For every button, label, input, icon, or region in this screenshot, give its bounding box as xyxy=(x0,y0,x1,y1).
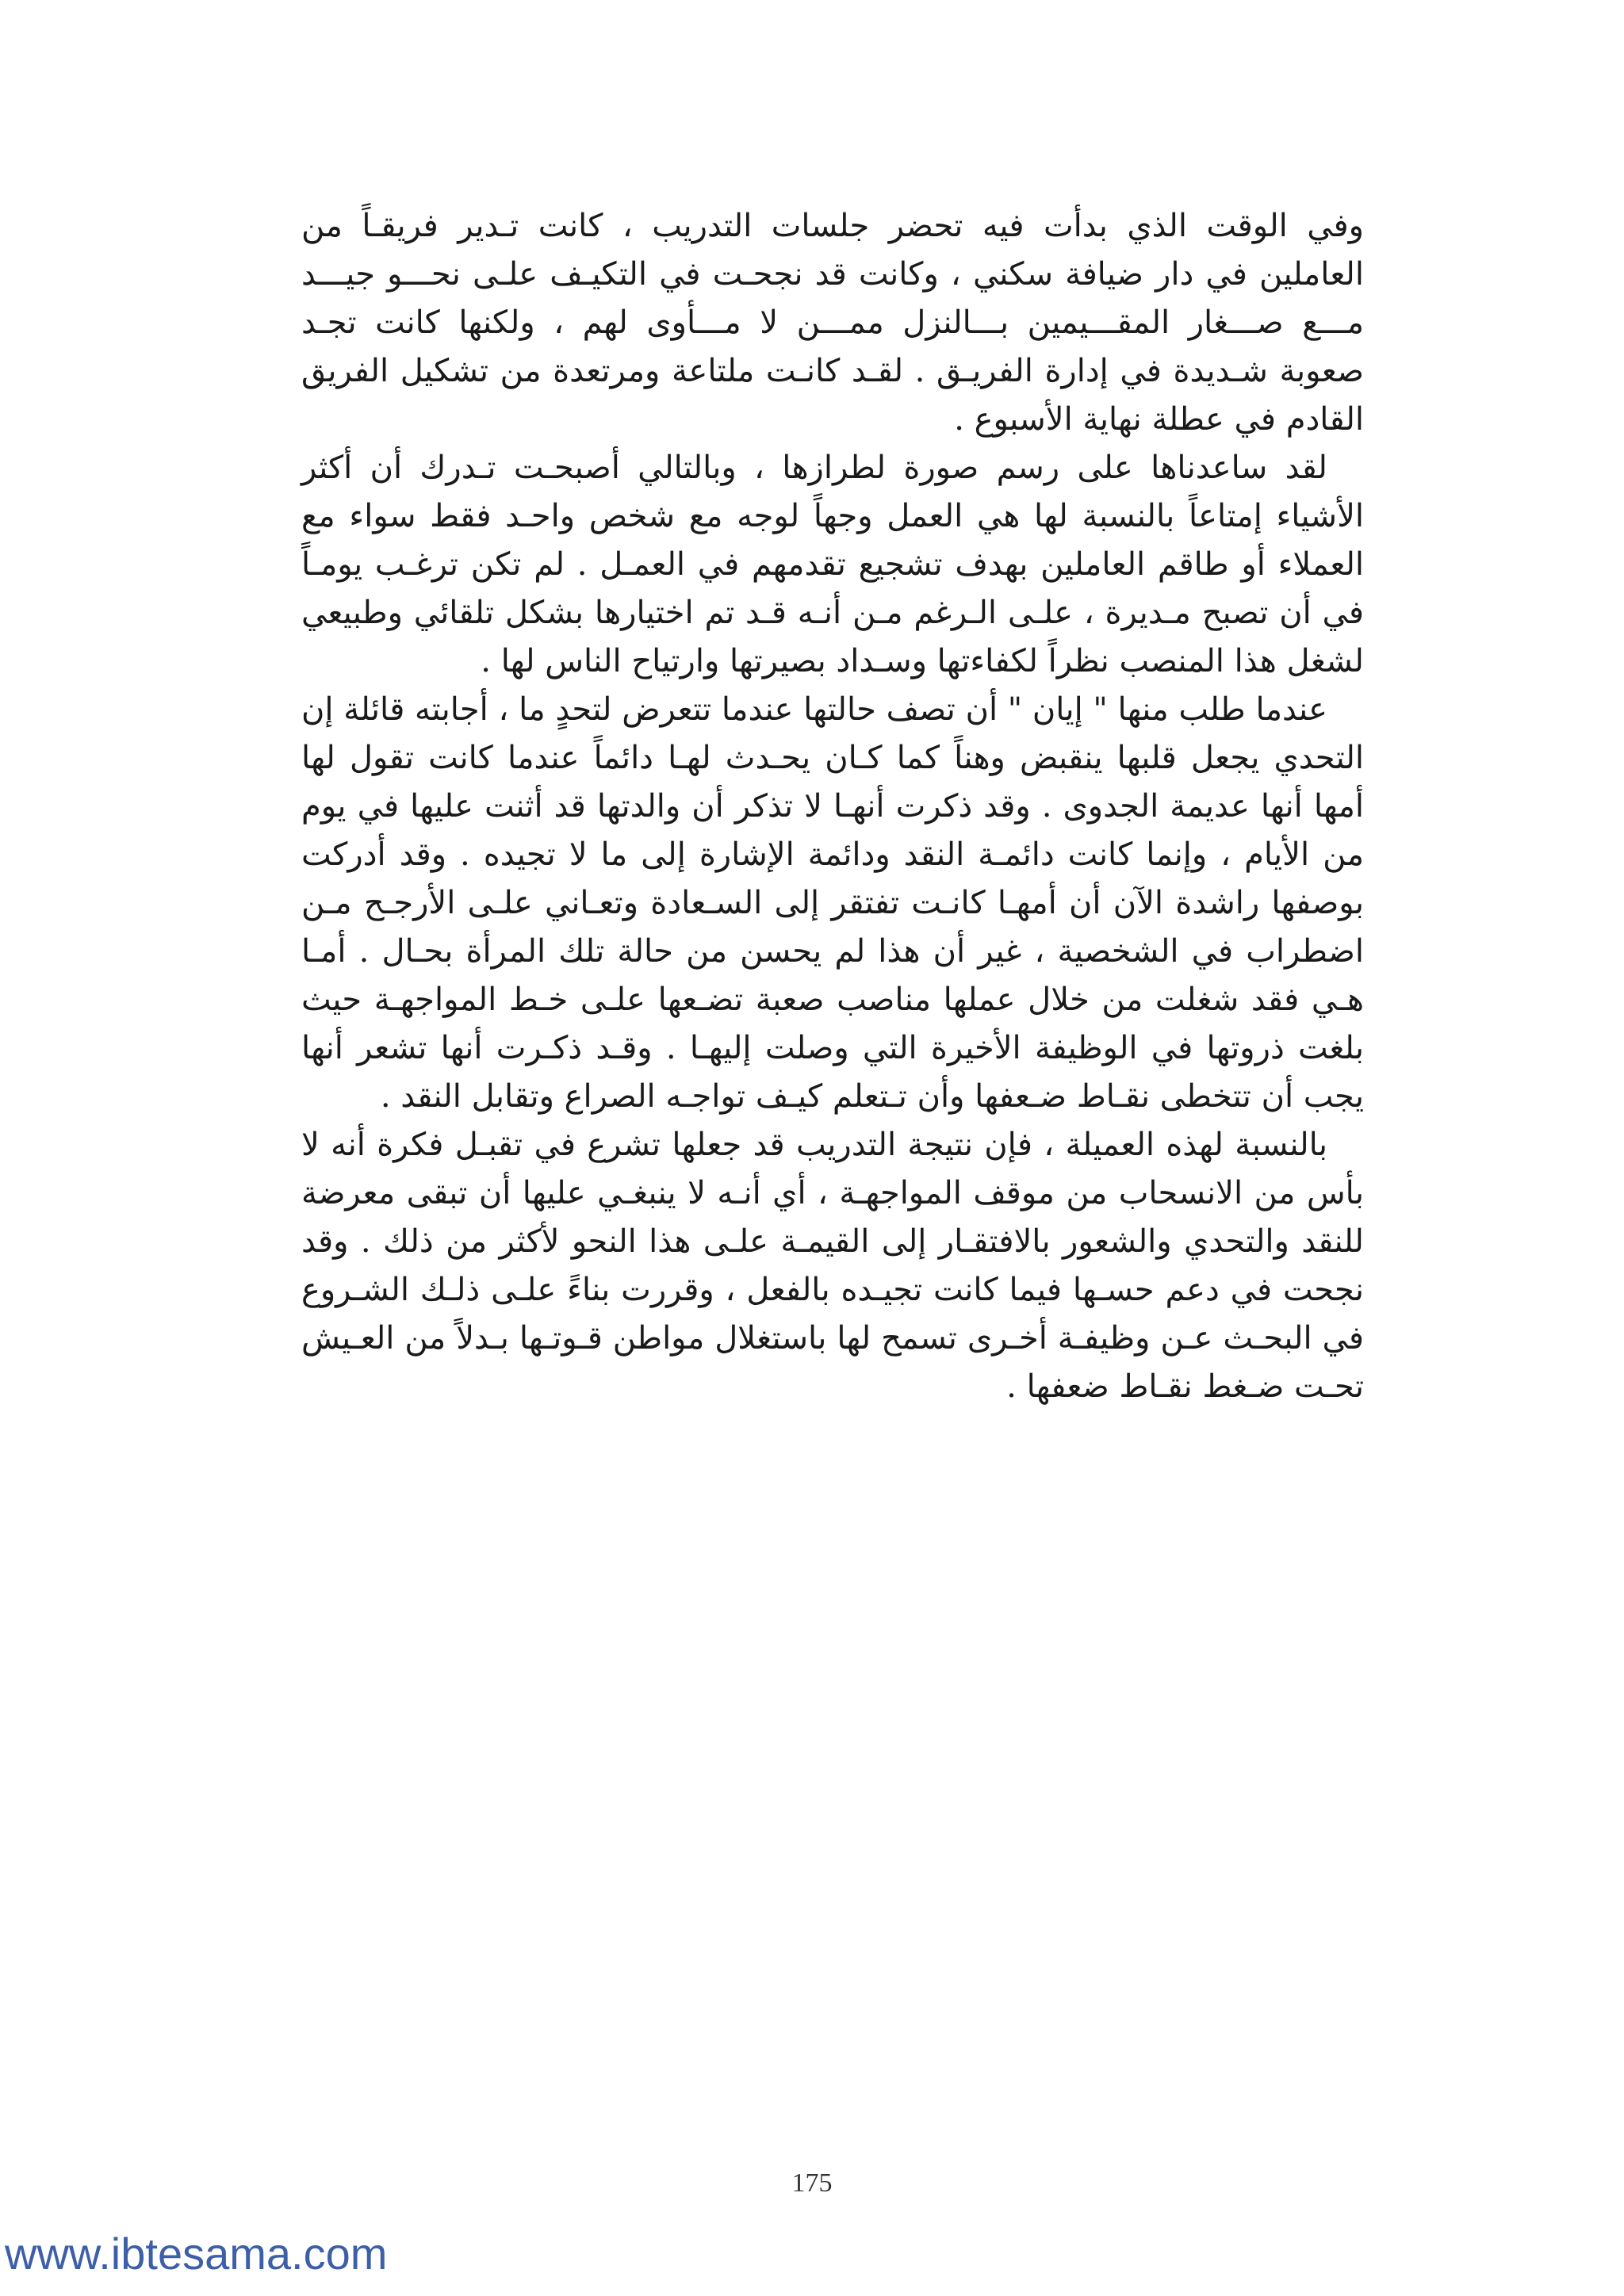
paragraph-1: وفي الوقت الذي بدأت فيه تحضر جلسات التدريب ، كانت تـدير فريقـاً من العاملين في دار ضيافة سكني ، وكانت قد نجحـت في التكيـف علـى نحـــو جيـــد مـــع صـــغار المقـــيمين بـــالنزل ممـــن لا مـــأوى لهم ، ولكنها كانت تجـد صعوبة شـديدة في إدارة الفريـق . لقـد كانـت ملتاعة ومرتعدة من تشكيل الفريق القادم في عطلة نهاية الأسبوع . xyxy=(301,208,1364,438)
page-number: 175 xyxy=(791,2168,833,2198)
body-text xyxy=(301,202,1364,1411)
paragraph-4: بالنسبة لهذه العميلة ، فإن نتيجة التدريب قد جعلها تشرع في تقبـل فكرة أنه لا بأس من الانسحاب من موقف المواجهـة ، أي أنـه لا ينبغـي عليها أن تبقى معرضة للنقد والتحدي والشعور بالافتقـار إلى القيمـة علـى هذا النحو لأكثر من ذلك . وقد نجحت في دعم حسـها فيما كانت تجيـده بالفعل ، وقررت بناءً علـى ذلـك الشـروع في البحـث عـن وظيفـة أخـرى تسمح لها باستغلال مواطن قـوتـها بـدلاً من العـيش تحـت ضـغط نقـاط ضعفها . xyxy=(301,1127,1364,1405)
paragraph-3: عندما طلب منها " إيان " أن تصف حالتها عندما تتعرض لتحدٍ ما ، أجابته قائلة إن التحدي يجعل قلبها ينقبض وهناً كما كـان يحـدث لهـا دائماً عندما كانت تقول لها أمها أنها عديمة الجدوى . وقد ذكرت أنهـا لا تذكر أن والدتها قد أثنت عليها في يوم من الأيام ، وإنما كانت دائمـة النقد ودائمة الإشارة إلى ما لا تجيده . وقد أدركت بوصفها راشدة الآن أن أمهـا كانـت تفتقر إلى السـعادة وتعـاني علـى الأرجـح مـن اضطراب في الشخصية ، غير أن هذا لم يحسن من حالة تلك المرأة بحـال . أمـا هـي فقد شغلت من خلال عملها مناصب صعبة تضـعها علـى خـط المواجهـة حيث بلغت ذروتها في الوظيفة الأخيرة التي وصلت إليهـا . وقـد ذكـرت أنها تشعر أنها يجب أن تتخطى نقـاط ضـعفها وأن تـتعلم كيـف تواجـه الصراع وتقابل النقد . xyxy=(301,691,1364,1115)
watermark-url: www.ibtesama.com xyxy=(5,2229,388,2279)
paragraph-2: لقد ساعدناها على رسم صورة لطرازها ، وبالتالي أصبحـت تـدرك أن أكثر الأشياء إمتاعاً بالنسبة لها هي العمل وجهاً لوجه مع شخص واحـد فقط سواء مع العملاء أو طاقم العاملين بهدف تشجيع تقدمهم في العمـل . لم تكن ترغـب يومـاً في أن تصبح مـديرة ، علـى الـرغم مـن أنـه قـد تم اختيارها بشكل تلقائي وطبيعي لشغل هذا المنصب نظراً لكفاءتها وسـداد بصيرتها وارتياح الناس لها . xyxy=(301,450,1364,679)
